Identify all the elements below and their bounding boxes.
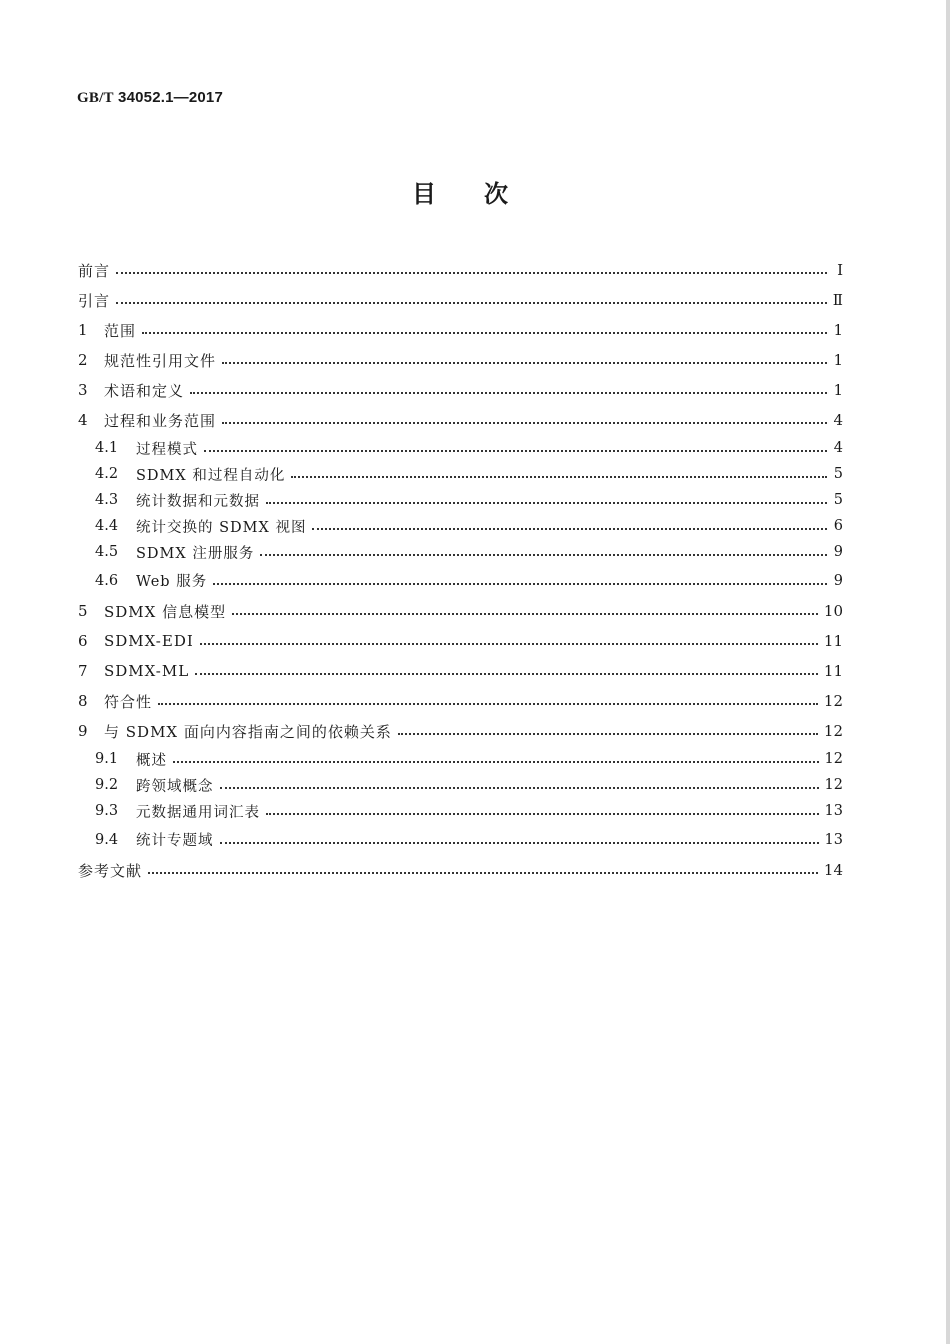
toc-entry-number: 9.4 [95, 831, 119, 848]
dot-leader [220, 842, 819, 844]
toc-entry-label: 引言 [78, 291, 111, 310]
toc-entry-label: SDMX 信息模型 [104, 602, 227, 621]
toc-entry-number: 3 [78, 381, 88, 399]
toc-entry[interactable] [78, 656, 843, 686]
toc-entry-page: 6 [833, 518, 843, 534]
toc-entry-page: 1 [833, 351, 843, 369]
toc-entry-label: 过程模式 [136, 441, 198, 458]
toc-entry-label: 前言 [78, 261, 111, 280]
toc-entry-page: 5 [833, 492, 843, 508]
toc-entry-number: 4 [78, 411, 88, 429]
standard-code: GB/T [77, 90, 114, 106]
dot-leader [266, 502, 827, 504]
toc-entry-page: 10 [823, 602, 843, 620]
toc-entry-number: 8 [78, 692, 88, 710]
toc-entry-page: 14 [823, 861, 843, 879]
toc-entry[interactable] [78, 513, 843, 539]
toc-entry-page: Ⅱ [832, 291, 843, 309]
toc-entry-label: 元数据通用词汇表 [136, 804, 260, 821]
toc-entry-page: 12 [823, 722, 843, 740]
toc-entry-label: 统计专题域 [136, 833, 214, 849]
toc-entry-page: 9 [833, 544, 843, 560]
toc-entry-number: 2 [78, 351, 88, 369]
toc-entry-page: 1 [833, 381, 843, 399]
toc-entry-number: 9.1 [95, 751, 119, 767]
toc-entry-page: 4 [833, 411, 843, 429]
toc-entry-number: 1 [78, 321, 88, 339]
toc-entry[interactable] [78, 539, 843, 565]
dot-leader [116, 302, 827, 304]
dot-leader [398, 733, 818, 735]
toc-entry-number: 4.5 [95, 544, 119, 560]
toc-entry[interactable] [78, 285, 843, 315]
toc-entry-number: 4.6 [95, 572, 119, 589]
toc-entry-label: SDMX-EDI [104, 632, 194, 650]
toc-entry-number: 4.3 [95, 492, 119, 508]
toc-entry-page: 12 [823, 692, 843, 710]
toc-entry-label: 统计交换的 SDMX 视图 [136, 519, 307, 536]
toc-entry-page: 11 [823, 662, 843, 680]
page-edge [946, 0, 950, 1344]
toc-entry[interactable] [78, 596, 843, 626]
toc-entry-label: 概述 [136, 752, 167, 769]
toc-entry[interactable] [78, 255, 843, 285]
dot-leader [195, 673, 818, 675]
dot-leader [266, 813, 819, 815]
dot-leader [222, 422, 827, 424]
dot-leader [220, 787, 819, 789]
toc-entry[interactable] [78, 746, 843, 772]
toc-entry-label: SDMX 和过程自动化 [136, 467, 286, 484]
toc-entry[interactable] [78, 345, 843, 375]
toc-entry-label: Web 服务 [136, 574, 208, 590]
toc-entry-number: 5 [78, 602, 88, 620]
toc-entry-number: 4.2 [95, 466, 119, 482]
toc-entry-number: 6 [78, 632, 88, 650]
toc-entry-label: 范围 [104, 321, 137, 340]
toc-entry-page: 4 [833, 440, 843, 456]
toc-entry-label: SDMX-ML [104, 662, 190, 680]
dot-leader [200, 643, 818, 645]
toc-entry-number: 9 [78, 722, 88, 740]
dot-leader [291, 476, 827, 478]
toc-entry-page: 12 [824, 777, 843, 793]
dot-leader [312, 528, 827, 530]
toc-entry-number: 7 [78, 662, 88, 680]
standard-header [77, 89, 223, 107]
toc-entry-number: 9.3 [95, 803, 119, 819]
toc-entry[interactable] [78, 855, 843, 885]
page-title: 目次 [412, 179, 556, 208]
toc-entry[interactable] [78, 824, 843, 855]
toc-entry[interactable] [78, 626, 843, 656]
dot-leader [148, 872, 818, 874]
dot-leader [213, 583, 827, 585]
toc-entry-page: 12 [824, 751, 843, 767]
standard-number: 34052.1—2017 [118, 89, 224, 106]
dot-leader [232, 613, 818, 615]
toc-entry[interactable] [78, 461, 843, 487]
toc-entry-page: Ⅰ [837, 261, 843, 279]
toc-entry-label: 与 SDMX 面向内容指南之间的依赖关系 [104, 722, 392, 741]
toc-entry[interactable] [78, 772, 843, 798]
toc-entry-label: 符合性 [104, 692, 153, 711]
toc-entry[interactable] [78, 487, 843, 513]
toc-entry-label: 参考文献 [78, 861, 143, 880]
dot-leader [222, 362, 827, 364]
dot-leader [116, 272, 827, 274]
toc-entry-number: 4.4 [95, 518, 119, 534]
toc-entry[interactable] [78, 716, 843, 746]
toc-entry[interactable] [78, 435, 843, 461]
toc-entry-label: 统计数据和元数据 [136, 493, 260, 510]
toc-entry-page: 11 [823, 632, 843, 650]
toc-entry-page: 13 [824, 831, 843, 848]
toc-entry[interactable] [78, 315, 843, 345]
toc-entry[interactable] [78, 798, 843, 824]
dot-leader [204, 450, 827, 452]
dot-leader [173, 761, 819, 763]
table-of-contents [78, 255, 843, 885]
toc-entry-page: 5 [833, 466, 843, 482]
toc-entry-label: SDMX 注册服务 [136, 545, 255, 562]
toc-entry[interactable] [78, 375, 843, 405]
toc-entry-label: 过程和业务范围 [104, 411, 217, 430]
toc-entry-label: 规范性引用文件 [104, 351, 217, 370]
toc-entry[interactable] [78, 686, 843, 716]
toc-entry-label: 术语和定义 [104, 381, 185, 400]
dot-leader [260, 554, 827, 556]
dot-leader [190, 392, 827, 394]
toc-entry-page: 1 [833, 321, 843, 339]
toc-entry-number: 4.1 [95, 440, 119, 456]
dot-leader [142, 332, 827, 334]
toc-entry-page: 9 [833, 572, 843, 589]
toc-entry-label: 跨领域概念 [136, 778, 214, 795]
toc-entry-page: 13 [824, 803, 843, 819]
toc-entry-number: 9.2 [95, 777, 119, 793]
toc-entry[interactable] [78, 405, 843, 435]
dot-leader [158, 703, 818, 705]
toc-entry[interactable] [78, 565, 843, 596]
